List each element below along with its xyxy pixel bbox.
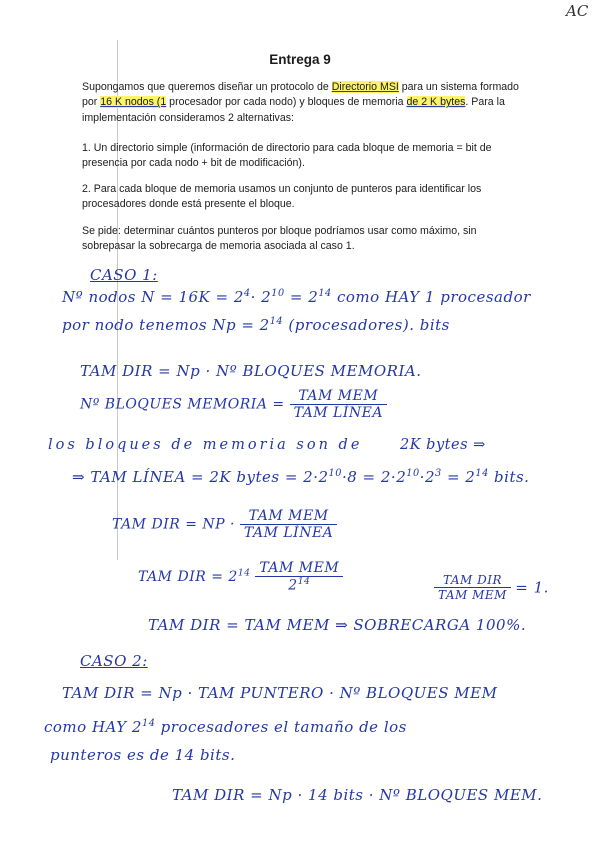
fraction-mem-linea: $\frac{\text{TAM MEM}}{\text{TAM LÍNEA}}$ bbox=[290, 388, 387, 421]
hw-line-procesadores: por nodo tenemos $Np = 2^{14}$ (procesadores). bits bbox=[62, 316, 450, 334]
hw-line-tam-dir-frac: TAM DIR = NP · $\frac{\text{TAM MEM}}{\text{TAM LÍNEA}}$ bbox=[112, 508, 337, 541]
highlight-2k-bytes: de 2 K bytes bbox=[406, 96, 466, 109]
fraction-dir-mem: $\frac{\text{TAM DIR}}{\text{TAM MEM}}$ bbox=[434, 573, 511, 602]
hw-line-tam-dir-def: TAM DIR = Np · Nº BLOQUES MEMORIA. bbox=[80, 362, 422, 380]
hw-ratio-dir-mem: $\frac{\text{TAM DIR}}{\text{TAM MEM}}$ = 1. bbox=[434, 573, 549, 602]
hw-line-tam-linea: ⇒ TAM LÍNEA = 2K bytes = $2\cdot 2^{10}\cdot 8 = 2\cdot 2^{10}\cdot 2^3 = 2^{14}$ bits. bbox=[72, 468, 530, 486]
intro-text-4: . Para la implementación consideramos 2 alternativas: bbox=[82, 96, 505, 124]
hw-line-nodos: Nº nodos $N = 16K = 2^4\cdot 2^{10} = 2^{14}$ como HAY 1 procesador bbox=[62, 288, 531, 306]
fraction-mem-linea-2: $\frac{\text{TAM MEM}}{\text{TAM LÍNEA}}$ bbox=[240, 508, 337, 541]
question-text: Se pide: determinar cuántos punteros por bloque podríamos usar como máximo, sin sobrepasar la sobrecarga de memoria asociada al caso 1. bbox=[82, 225, 477, 253]
alternative-2: 2. Para cada bloque de memoria usamos un conjunto de punteros para identificar los procesadores donde está presente el bloque. bbox=[82, 183, 482, 211]
hw-line-bloques-memoria: Nº BLOQUES MEMORIA = $\frac{\text{TAM MEM}}{\text{TAM LÍNEA}}$ bbox=[80, 388, 387, 421]
hw-line-caso2-formula: TAM DIR = Np · TAM PUNTERO · Nº BLOQUES MEM bbox=[62, 684, 498, 702]
page-title: Entrega 9 bbox=[269, 52, 331, 67]
alternative-1: 1. Un directorio simple (información de directorio para cada bloque de memoria = bit de presencia por cada nodo + bit de modificación). bbox=[82, 142, 492, 170]
caso2-heading: CASO 2: bbox=[80, 652, 148, 670]
highlight-16k-nodos: 16 K nodos (1 bbox=[100, 96, 167, 109]
hw-line-tam-dir-14bits: TAM DIR = Np · 14 bits · Nº BLOQUES MEM. bbox=[172, 786, 543, 804]
fraction-mem-2-14: $\frac{\text{TAM MEM}}{2^{14}}$ bbox=[255, 560, 343, 594]
hw-line-punteros-bits: punteros es de 14 bits. bbox=[50, 746, 236, 764]
hw-line-como-hay: como HAY $2^{14}$ procesadores el tamaño de los bbox=[44, 718, 407, 736]
highlight-directorio-msi: Directorio MSI bbox=[331, 81, 399, 93]
hw-line-sobrecarga: TAM DIR = TAM MEM ⇒ SOBRECARGA 100%. bbox=[148, 616, 527, 634]
intro-text-1: Supongamos que queremos diseñar un protocolo de bbox=[82, 81, 332, 93]
corner-initials: AC bbox=[566, 2, 589, 20]
intro-paragraph bbox=[82, 80, 522, 126]
hw-line-tam-dir-2-14: TAM DIR = $2^{14}$ $\frac{\text{TAM MEM}}{2^{14}}$ bbox=[138, 560, 343, 594]
intro-text-2: para un sistema formado por bbox=[82, 81, 519, 109]
hw-line-bloques-size: los bloques de memoria son de 2K bytes ⇒ bbox=[48, 437, 486, 453]
caso1-heading: CASO 1: bbox=[90, 266, 158, 284]
intro-text-3: procesador por cada nodo) y bloques de memoria bbox=[166, 96, 407, 109]
